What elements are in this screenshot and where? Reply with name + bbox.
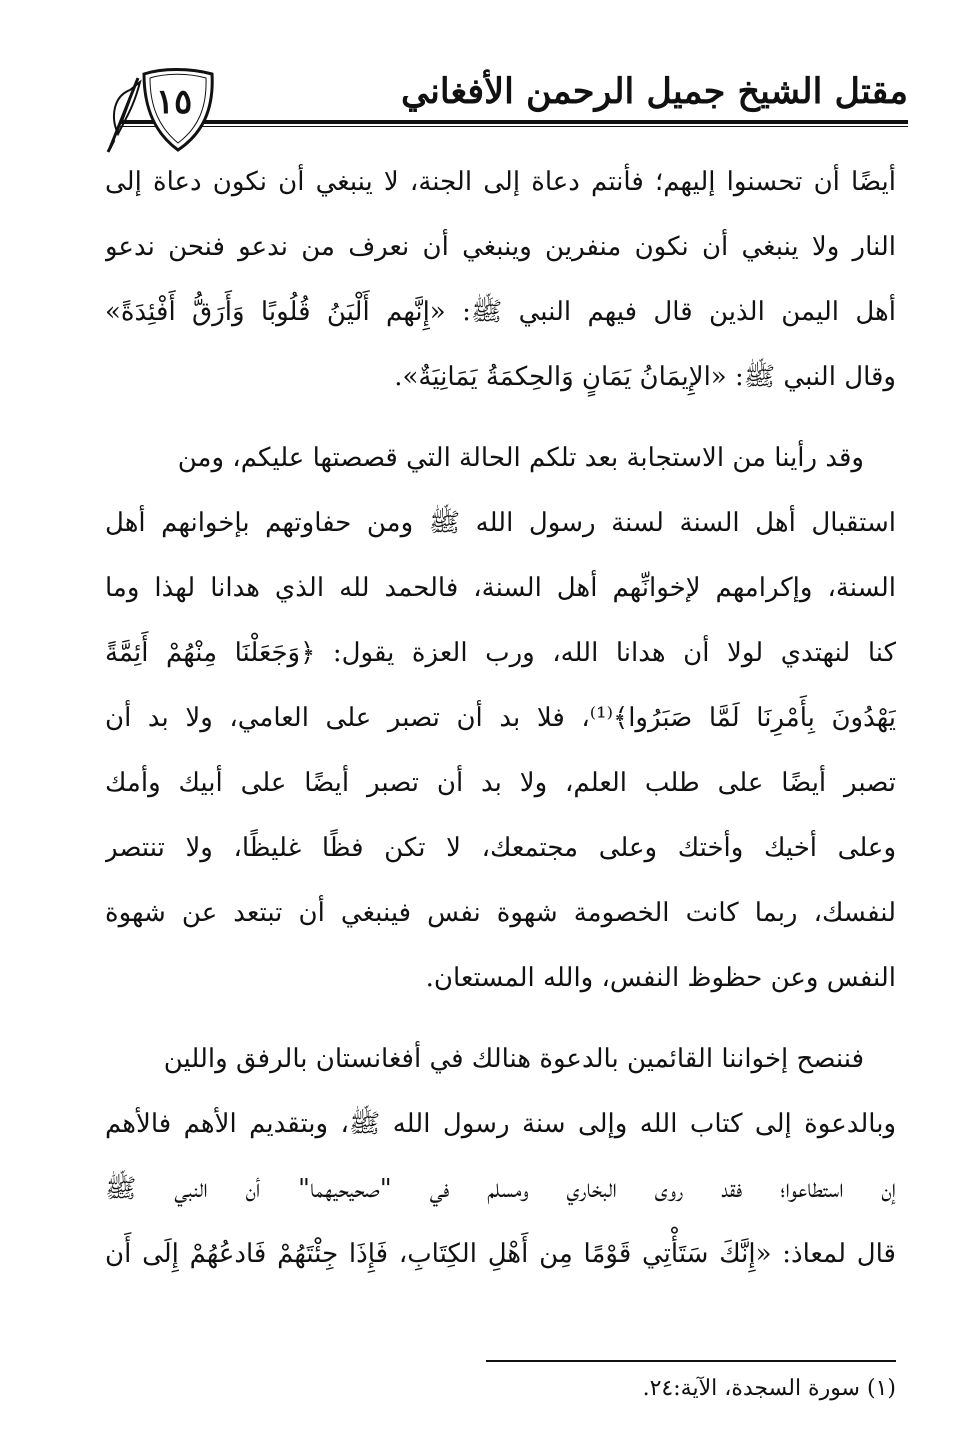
- text-line: وقال النبي ﷺ: «الإِيمَانُ يَمَانٍ وَالحِكمَةُ يَمَانِيَةٌ».: [394, 362, 896, 392]
- text-line: لنفسك، ربما كانت الخصومة شهوة نفس فينبغي أن تبتعد عن شهوة: [105, 898, 896, 928]
- text-line: وعلى أخيك وأختك وعلى مجتمعك، لا تكن فظًا غليظًا، ولا تنتصر: [105, 833, 896, 863]
- paragraph-2: [105, 426, 896, 1011]
- body-text: [105, 150, 896, 1291]
- text-line: النار ولا ينبغي أن نكون منفرين وينبغي أن نعرف من ندعو فنحن ندعو: [105, 232, 896, 262]
- paragraph-1: [105, 150, 896, 410]
- footnote: (١) سورة السجدة، الآية:٢٤.: [642, 1376, 896, 1401]
- header-rule: [120, 120, 908, 127]
- text-line: وبالدعوة إلى كتاب الله وإلى سنة رسول الله ﷺ، وبتقديم الأهم فالأهم: [105, 1109, 896, 1139]
- text-line: النفس وعن حظوظ النفس، والله المستعان.: [425, 963, 896, 993]
- text-line: استقبال أهل السنة لسنة رسول الله ﷺ ومن حفاوتهم بإخوانهم أهل: [105, 508, 896, 538]
- text-line: فننصح إخواننا القائمين بالدعوة هنالك في أفغانستان بالرفق واللين: [163, 1044, 864, 1074]
- text-line: يَهْدُونَ بِأَمْرِنَا لَمَّا صَبَرُوا﴾⁽¹⁾، فلا بد أن تصبر على العامي، ولا بد أن: [105, 703, 896, 733]
- text-line: أيضًا أن تحسنوا إليهم؛ فأنتم دعاة إلى الجنة، لا ينبغي أن نكون دعاة إلى: [105, 167, 896, 197]
- footnote-rule: [486, 1360, 896, 1362]
- page-number: ١٥: [155, 82, 193, 122]
- text-line: تصبر أيضًا على طلب العلم، ولا بد أن تصبر أيضًا على أبيك وأمك: [105, 768, 896, 798]
- text-line: السنة، وإكرامهم لإخوانِّهم أهل السنة، فالحمد لله الذي هدانا لهذا وما: [105, 573, 896, 603]
- page-header: [100, 60, 908, 130]
- text-line: أهل اليمن الذين قال فيهم النبي ﷺ: «إِنَّهم أَلْيَنُ قُلُوبًا وَأَرَقُّ أَفْئِدَةً»: [105, 297, 896, 327]
- running-title: مقتل الشيخ جميل الرحمن الأفغاني: [400, 71, 908, 112]
- paragraph-3: [105, 1027, 896, 1287]
- text-line: إن استطاعوا؛ فقد روى البخاري ومسلم في "صحيحيهما" أن النبي ﷺ: [105, 1174, 896, 1204]
- text-line: وقد رأينا من الاستجابة بعد تلكم الحالة التي قصصتها عليكم، ومن: [177, 443, 864, 473]
- text-line: كنا لنهتدي لولا أن هدانا الله، ورب العزة يقول: ﴿وَجَعَلْنَا مِنْهُمْ أَئِمَّةً: [105, 638, 896, 668]
- text-line: قال لمعاذ: «إِنَّكَ سَتَأْتِي قَوْمًا مِن أَهْلِ الكِتَابِ، فَإِذَا جِئْتَهُمْ فَادعُهُمْ إِلَى أَن: [105, 1239, 896, 1269]
- page-number-badge: [100, 60, 230, 160]
